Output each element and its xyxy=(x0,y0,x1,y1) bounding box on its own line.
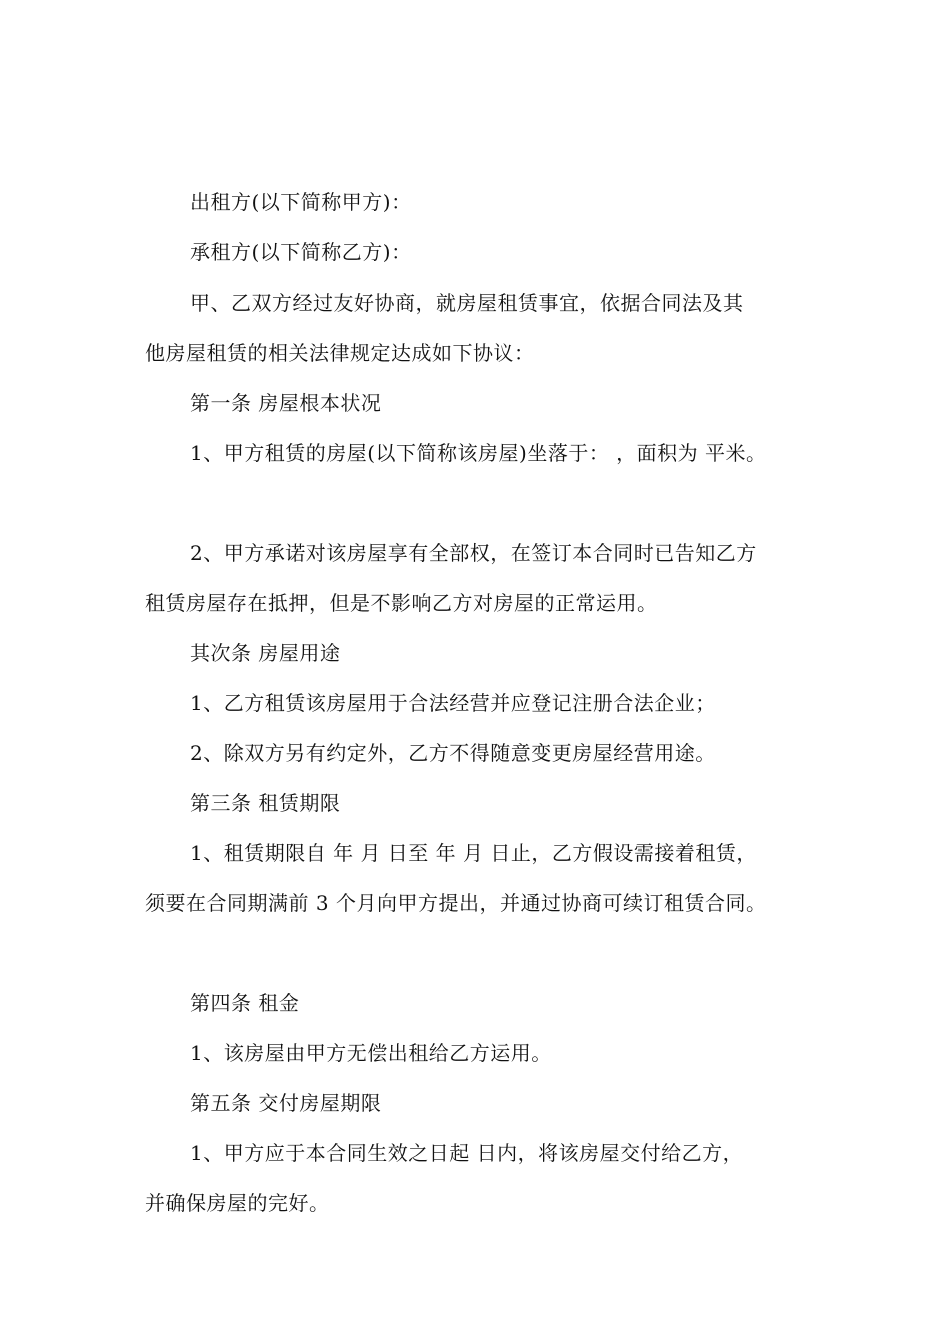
article-1-clause-1: 1、甲方租赁的房屋(以下简称该房屋)坐落于： ，面积为 平米。 xyxy=(190,441,767,465)
article-3-clause-1-line-2: 须要在合同期满前 3 个月向甲方提出，并通过协商可续订租赁合同。 xyxy=(145,891,767,915)
article-1-clause-2-line-2: 租赁房屋存在抵押，但是不影响乙方对房屋的正常运用。 xyxy=(145,591,658,615)
article-1-clause-2-line-1: 2、甲方承诺对该房屋享有全部权，在签订本合同时已告知乙方 xyxy=(190,541,757,565)
article-3-heading: 第三条 租赁期限 xyxy=(190,791,341,815)
lessor-line: 出租方(以下简称甲方)： xyxy=(190,190,412,214)
article-4-heading: 第四条 租金 xyxy=(190,991,300,1015)
lessee-line: 承租方(以下简称乙方)： xyxy=(190,240,412,264)
preamble-line-2: 他房屋租赁的相关法律规定达成如下协议： xyxy=(145,341,535,365)
article-5-clause-1-line-2: 并确保房屋的完好。 xyxy=(145,1191,330,1215)
article-5-heading: 第五条 交付房屋期限 xyxy=(190,1091,382,1115)
article-3-clause-1-line-1: 1、租赁期限自 年 月 日至 年 月 日止，乙方假设需接着租赁， xyxy=(190,841,757,865)
article-1-heading: 第一条 房屋根本状况 xyxy=(190,391,382,415)
preamble-line-1: 甲、乙双方经过友好协商，就房屋租赁事宜，依据合同法及其 xyxy=(190,291,744,315)
article-5-clause-1-line-1: 1、甲方应于本合同生效之日起 日内，将该房屋交付给乙方， xyxy=(190,1141,744,1165)
article-2-clause-2: 2、除双方另有约定外，乙方不得随意变更房屋经营用途。 xyxy=(190,741,716,765)
article-2-clause-1: 1、乙方租赁该房屋用于合法经营并应登记注册合法企业； xyxy=(190,691,716,715)
article-4-clause-1: 1、该房屋由甲方无偿出租给乙方运用。 xyxy=(190,1041,552,1065)
article-2-heading: 其次条 房屋用途 xyxy=(190,641,341,665)
